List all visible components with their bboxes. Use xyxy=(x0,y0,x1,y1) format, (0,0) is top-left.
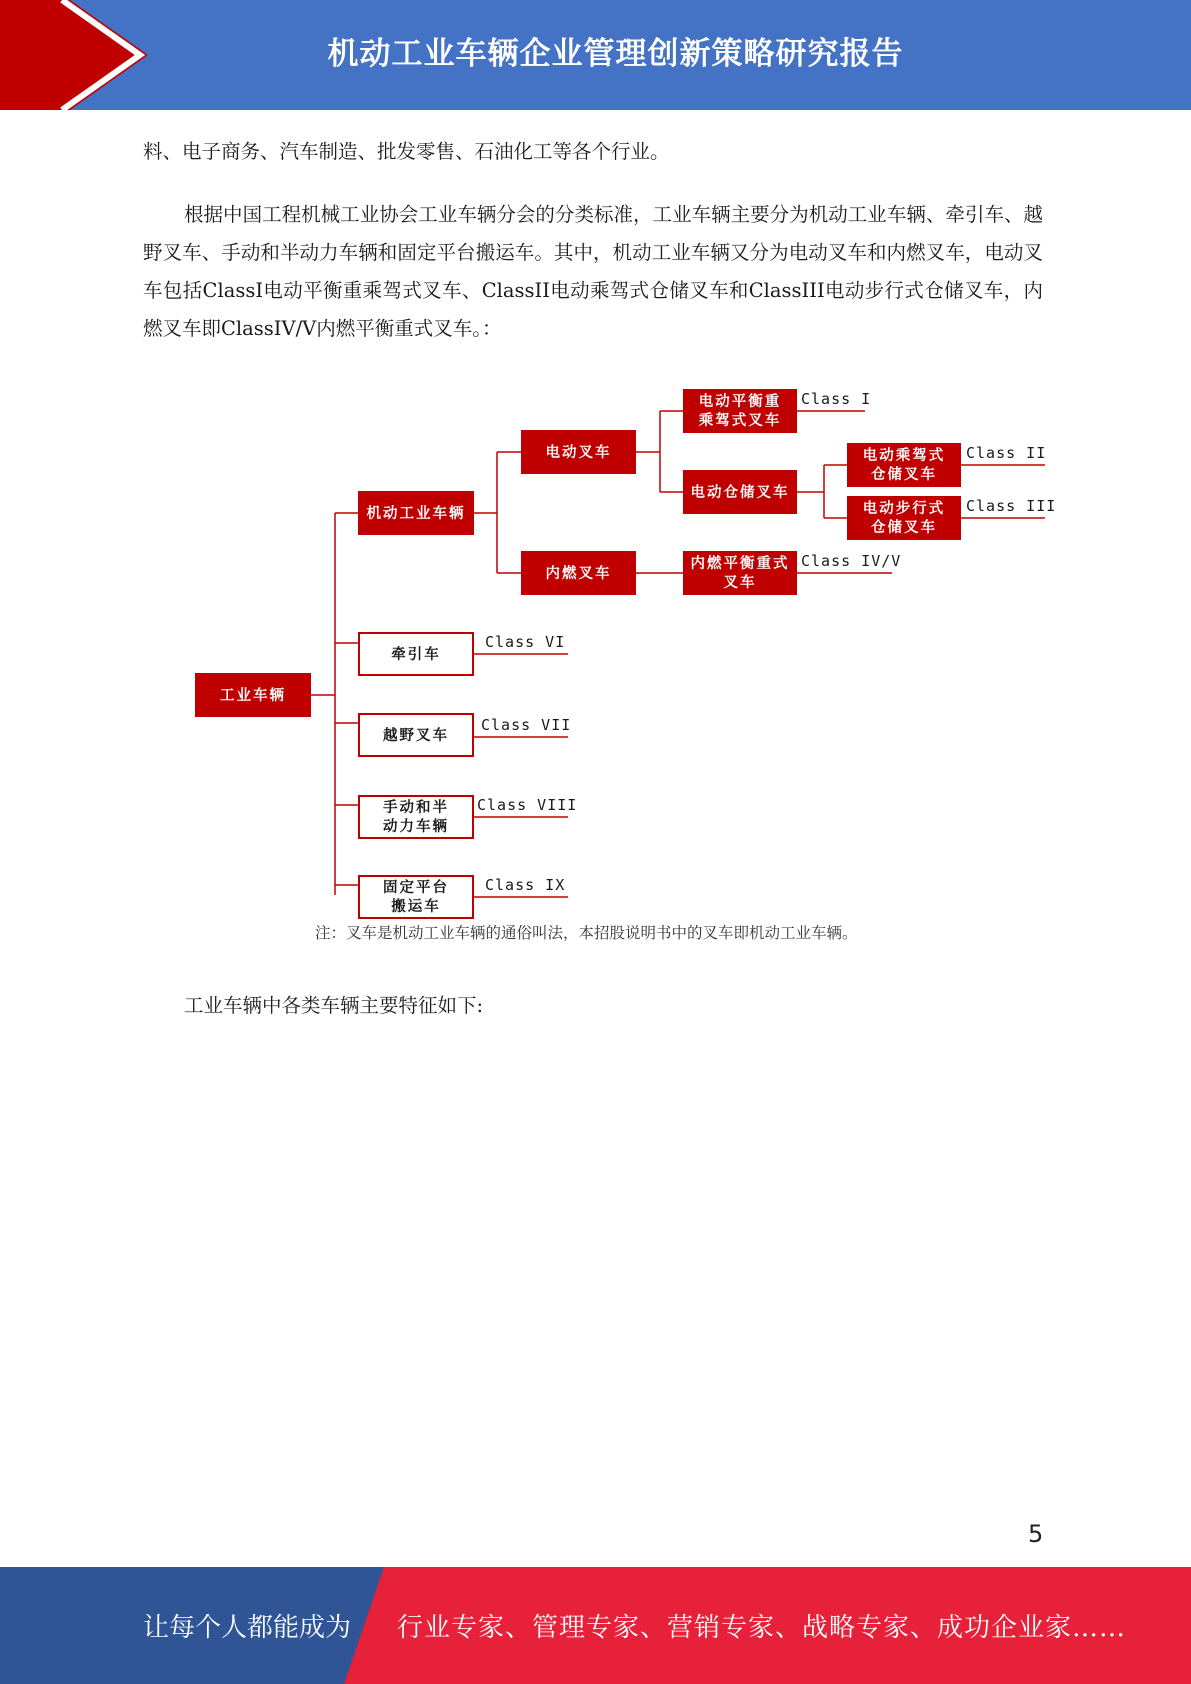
node-manual-line2: 动力车辆 xyxy=(383,818,449,835)
node-platform-line1: 固定平台 xyxy=(383,879,449,896)
node-class3-line2: 仓储叉车 xyxy=(871,519,937,536)
header-banner xyxy=(0,0,1191,110)
page-number: 5 xyxy=(1028,1520,1044,1548)
class-label-6: Class VI xyxy=(485,633,566,651)
class-label-1: Class I xyxy=(801,390,872,408)
footer-slogan-left: 让每个人都能成为 xyxy=(143,1613,352,1643)
node-class2-line2: 仓储叉车 xyxy=(871,466,937,483)
paragraph-classification: 根据中国工程机械工业协会工业车辆分会的分类标准，工业车辆主要分为机动工业车辆、牵引车、越野叉车、手动和半动力车辆和固定平台搬运车。其中，机动工业车辆又分为电动叉车和内燃叉车，电动叉车包括ClassI电动平衡重乘驾式叉车、ClassII电动乘驾式仓储叉车和ClassIII电动步行式仓储叉车，内燃叉车即ClassIV/V内燃平衡重式叉车。： xyxy=(143,203,1043,340)
node-manual-line1: 手动和半 xyxy=(383,799,449,816)
node-class45-line1: 内燃平衡重式 xyxy=(690,555,790,572)
node-electric-forklift: 电动叉车 xyxy=(521,430,636,474)
paragraph-features-intro: 工业车辆中各类车辆主要特征如下: xyxy=(184,994,484,1017)
node-class45 xyxy=(683,551,797,595)
node-class1-line2: 乘驾式叉车 xyxy=(698,412,782,429)
class-label-9: Class IX xyxy=(485,876,566,894)
node-offroad-forklift: 越野叉车 xyxy=(358,713,474,757)
class-label-2: Class II xyxy=(966,444,1047,462)
node-warehouse-forklift: 电动仓储叉车 xyxy=(683,470,797,514)
class-label-45: Class IV/V xyxy=(801,552,902,570)
node-tractor: 牵引车 xyxy=(358,632,474,676)
node-motorized-vehicles: 机动工业车辆 xyxy=(358,491,474,535)
paragraph-continued: 料、电子商务、汽车制造、批发零售、石油化工等各个行业。 xyxy=(143,140,670,163)
node-platform-vehicles xyxy=(358,875,474,919)
node-platform-line2: 搬运车 xyxy=(391,898,441,915)
node-class45-line2: 叉车 xyxy=(723,574,757,591)
footer-banner xyxy=(0,1567,1191,1684)
class-label-3: Class III xyxy=(966,497,1057,515)
class-label-7: Class VII xyxy=(481,716,572,734)
node-combustion-forklift: 内燃叉车 xyxy=(521,551,636,595)
document-title: 机动工业车辆企业管理创新策略研究报告 xyxy=(327,36,904,72)
node-class1-line1: 电动平衡重 xyxy=(698,393,782,410)
node-class2-line1: 电动乘驾式 xyxy=(862,447,946,464)
vehicle-classification-diagram xyxy=(190,375,1070,945)
node-class3-line1: 电动步行式 xyxy=(862,500,946,517)
diagram-note: 注：叉车是机动工业车辆的通俗叫法，本招股说明书中的叉车即机动工业车辆。 xyxy=(315,924,858,942)
class-label-8: Class VIII xyxy=(477,796,578,814)
node-class1 xyxy=(683,389,797,433)
node-manual-vehicles xyxy=(358,795,474,839)
node-industrial-vehicles: 工业车辆 xyxy=(195,673,311,717)
node-class3 xyxy=(847,496,961,540)
node-class2 xyxy=(847,443,961,487)
footer-slogan-right: 行业专家、管理专家、营销专家、战略专家、成功企业家…… xyxy=(397,1613,1127,1643)
